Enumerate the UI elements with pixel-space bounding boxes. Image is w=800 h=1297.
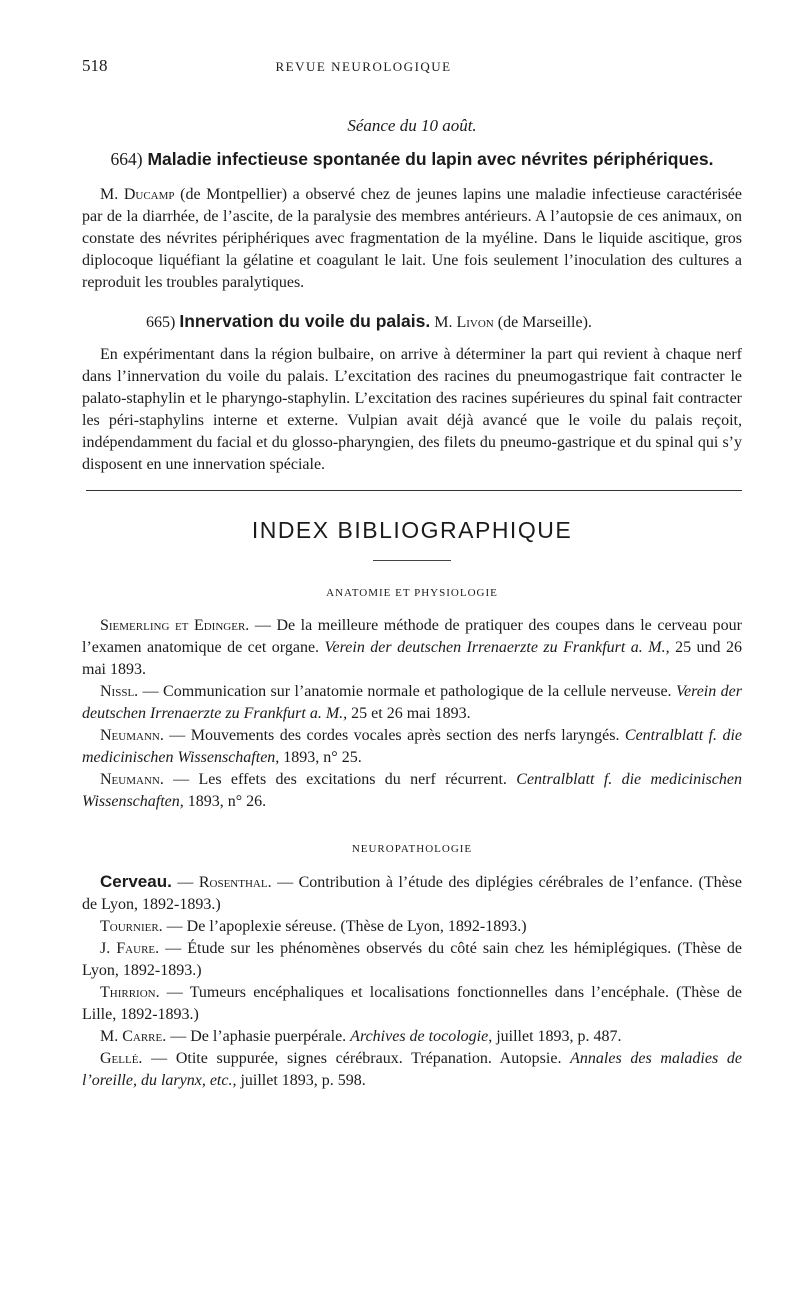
ref-text: — De l’aphasie puerpérale. xyxy=(166,1028,351,1045)
ref-entry xyxy=(82,615,742,681)
entry-664-prefix: M. xyxy=(100,186,124,203)
entry-665-author: Livon xyxy=(456,314,494,331)
ref-source: Archives de tocologie, xyxy=(350,1028,493,1045)
entry-665-heading xyxy=(82,310,742,334)
ref-text: — Otite suppurée, signes cérébraux. Trépanation. Autopsie. xyxy=(142,1050,571,1067)
ref-entry xyxy=(82,938,742,982)
ref-entry xyxy=(82,916,742,938)
ref-entry xyxy=(82,681,742,725)
ref-author: Siemerling et Edinger. xyxy=(100,617,250,634)
entry-664-author: Ducamp xyxy=(123,186,175,203)
ref-entry xyxy=(82,1026,742,1048)
entry-664-text: (de Montpellier) a observé chez de jeunes lapins une maladie infectieuse caractérisée par de la diarrhée, de l’ascite, de la paralysie des membres antérieurs. A l’autopsie de ces animaux, on constate des névrites périphériques avec fragmentation de la myéline. Dans le liquide ascitique, gros diplocoque liquéfiant la gélatine et coagulant le lait. Une fois seulement l’inoculation des cultures a reproduit les troubles paralytiques. xyxy=(82,186,742,291)
ref-tail: juillet 1893, p. 487. xyxy=(492,1028,622,1045)
entry-665-body: En expérimentant dans la région bulbaire, on arrive à déterminer la part qui revient à chaque nerf dans l’innervation du voile du palais. L’excitation des racines du pneumogastrique fait contracter le palato-staphylin et le pharyngo-staphylin. L’excitation des racines supérieures du spinal fait contracter les péri-staphylins interne et externe. Vulpian avait déjà avancé que le voile du palais reçoit, indépendamment du facial et du glosso-pharyngien, des filets du pneumo-gastrique et du spinal qui s’y disposent en une innervation spéciale. xyxy=(82,346,742,473)
ref-author: Tournier. xyxy=(100,918,163,935)
ref-source: Centralblatt f. die medicinischen Wissenschaften, xyxy=(82,727,743,766)
section-divider xyxy=(86,490,742,491)
ref-author: J. Faure. xyxy=(100,940,160,957)
ref-source: Verein der deutschen Irrenaerzte zu Frankfurt a. M., xyxy=(82,683,742,722)
ref-source: Verein der deutschen Irrenaerzte zu Frankfurt a. M., xyxy=(324,639,670,656)
neuro-refs xyxy=(82,871,742,1092)
entry-665-number: 665) xyxy=(146,314,176,331)
ref-text: — Communication sur l’anatomie normale et pathologique de la cellule nerveuse. xyxy=(138,683,676,700)
ref-entry xyxy=(82,725,742,769)
ref-text: — Étude sur les phénomènes observés du côté sain chez les hémiplégiques. (Thèse de Lyon, 1892-1893.) xyxy=(82,940,742,979)
entry-664-body xyxy=(82,184,742,294)
entry-664-number: 664) xyxy=(110,149,143,169)
page-header xyxy=(82,56,742,90)
ref-source: Centralblatt f. die medicinischen Wissenschaften, xyxy=(82,771,742,810)
ref-entry xyxy=(82,982,742,1026)
ref-author: Thirrion. xyxy=(100,984,160,1001)
index-title: INDEX BIBLIOGRAPHIQUE xyxy=(251,517,573,543)
section-heading-anatomie: ANATOMIE ET PHYSIOLOGIE xyxy=(326,587,498,599)
entry-665-title: Innervation du voile du palais. xyxy=(179,311,431,331)
ref-author: Rosenthal. xyxy=(198,874,272,891)
entry-664-heading xyxy=(92,148,732,170)
ref-author: Nissl. xyxy=(100,683,139,700)
ref-text: — De la meilleure méthode de pratiquer des coupes dans le cerveau pour l’examen anatomique de cet organe. xyxy=(82,617,742,656)
ref-text: — Mouvements des cordes vocales après section des nerfs laryngés. xyxy=(163,727,625,744)
ref-author: Neumann. xyxy=(100,727,164,744)
ref-tail: 25 und 26 mai 1893. xyxy=(82,639,743,678)
document-page xyxy=(82,56,742,1092)
ref-text: — De l’apoplexie séreuse. (Thèse de Lyon, 1892-1893.) xyxy=(162,918,527,935)
ref-entry: Cerveau. — Rosenthal. — Contribution à l’étude des diplégies cérébrales de l’enfance. (Thèse de Lyon, 1892-1893.) xyxy=(82,872,743,913)
entry-665-author-prefix: M. xyxy=(430,314,457,331)
entry-664-title: Maladie infectieuse spontanée du lapin avec névrites périphériques. xyxy=(147,149,714,169)
ref-author: M. Carre. xyxy=(100,1028,167,1045)
ref-text: — Les effets des excitations du nerf récurrent. xyxy=(163,771,517,788)
ref-text: — Contribution à l’étude des diplégies cérébrales de l’enfance. (Thèse de Lyon, 1892-1893.) xyxy=(82,874,743,913)
ref-tail: juillet 1893, p. 598. xyxy=(236,1072,366,1089)
ref-tail: 25 et 26 mai 1893. xyxy=(347,705,471,722)
ref-tail: 1893, n° 26. xyxy=(183,793,267,810)
ref-source: Annales des maladies de l’oreille, du larynx, etc., xyxy=(82,1050,742,1089)
entry-665-author-suffix: (de Marseille). xyxy=(493,314,592,331)
anatomie-refs xyxy=(82,615,742,813)
ref-text: — Tumeurs encéphaliques et localisations fonctionnelles dans l’encéphale. (Thèse de Lille, 1892-1893.) xyxy=(82,984,742,1023)
page-number: 518 xyxy=(82,56,108,75)
ref-entry xyxy=(82,1048,742,1092)
ref-tail: 1893, n° 25. xyxy=(279,749,362,766)
ref-entry xyxy=(82,769,742,813)
section-heading-neuropathologie: NEUROPATHOLOGIE xyxy=(351,843,473,855)
ref-author: Gellé. xyxy=(100,1050,143,1067)
cerveau-label: Cerveau. xyxy=(100,872,172,891)
ref-author: Neumann. xyxy=(100,771,164,788)
title-underline xyxy=(373,560,451,561)
running-title: REVUE NEUROLOGIQUE xyxy=(275,59,452,74)
seance-date: Séance du 10 août. xyxy=(347,116,477,135)
